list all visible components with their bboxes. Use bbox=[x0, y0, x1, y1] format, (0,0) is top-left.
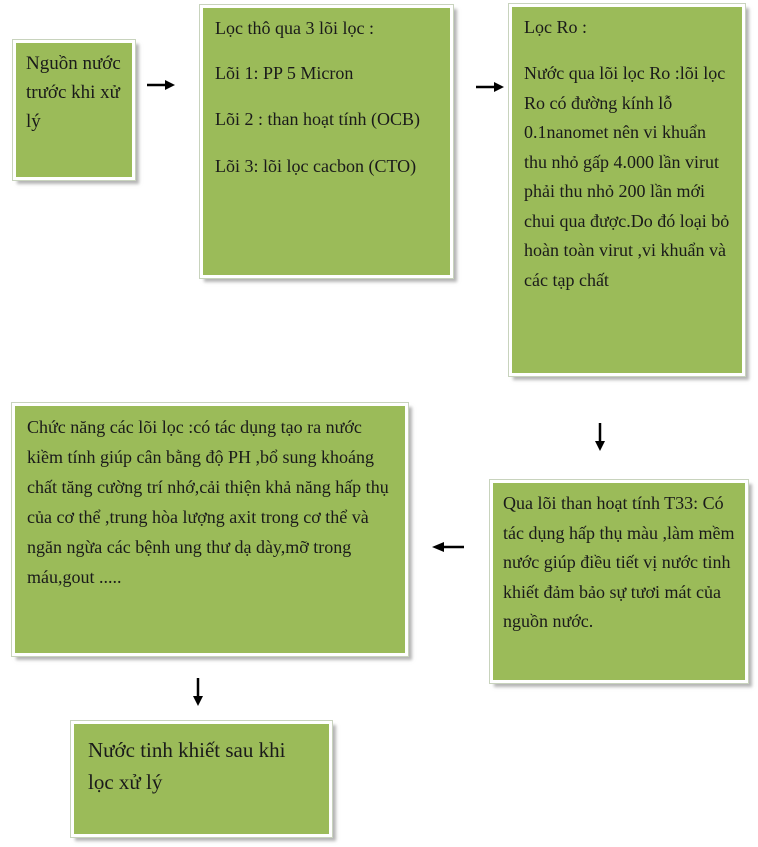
arrow-left-icon bbox=[432, 540, 464, 554]
ro-filter-title: Lọc Ro : bbox=[524, 17, 587, 37]
node-t33-filter bbox=[490, 480, 748, 683]
t33-filter-text: Qua lõi than hoạt tính T33: Có tác dụng hấp thụ màu ,làm mềm nước giúp điều tiết vị nước tinh khiết đảm bảo sự tươi mát của nguồn nước. bbox=[503, 493, 735, 631]
filter-functions-text: Chức năng các lõi lọc :có tác dụng tạo ra nước kiềm tính giúp cân bằng độ PH ,bổ sung khoáng chất tăng cường trí nhớ,cải thiện khả năng hấp thụ của cơ thể ,trung hòa lượng axit trong cơ thể và ngăn ngừa các bệnh ung thư dạ dày,mỡ trong máu,gout ..... bbox=[27, 417, 389, 587]
arrow-right-icon bbox=[476, 80, 504, 94]
coarse-filter-title: Lọc thô qua 3 lõi lọc : bbox=[215, 18, 374, 38]
node-coarse-filter bbox=[200, 5, 453, 278]
coarse-filter-core3: Lõi 3: lõi lọc cacbon (CTO) bbox=[215, 156, 417, 176]
pure-water-result-text: Nước tinh khiết sau khi lọc xử lý bbox=[88, 738, 286, 794]
node-pure-water-result bbox=[71, 721, 332, 837]
ro-filter-body: Nước qua lõi lọc Ro :lõi lọc Ro có đường kính lỗ 0.1nanomet nên vi khuẩn thu nhỏ gấp 4.000 lần virut phải thu nhỏ 200 lần mới chui qua được.Do đó loại bỏ hoàn toàn virut ,vi khuẩn và các tạp chất bbox=[524, 63, 730, 290]
node-filter-functions bbox=[12, 403, 408, 656]
coarse-filter-core1: Lõi 1: PP 5 Micron bbox=[215, 63, 354, 83]
node-source-water-text: Nguồn nước trước khi xử lý bbox=[26, 53, 121, 132]
node-ro-filter bbox=[509, 4, 745, 376]
arrow-down-icon bbox=[191, 678, 205, 706]
arrow-down-icon bbox=[593, 423, 607, 451]
arrow-right-icon bbox=[147, 78, 175, 92]
coarse-filter-core2: Lõi 2 : than hoạt tính (OCB) bbox=[215, 109, 420, 129]
node-source-water bbox=[13, 40, 135, 180]
